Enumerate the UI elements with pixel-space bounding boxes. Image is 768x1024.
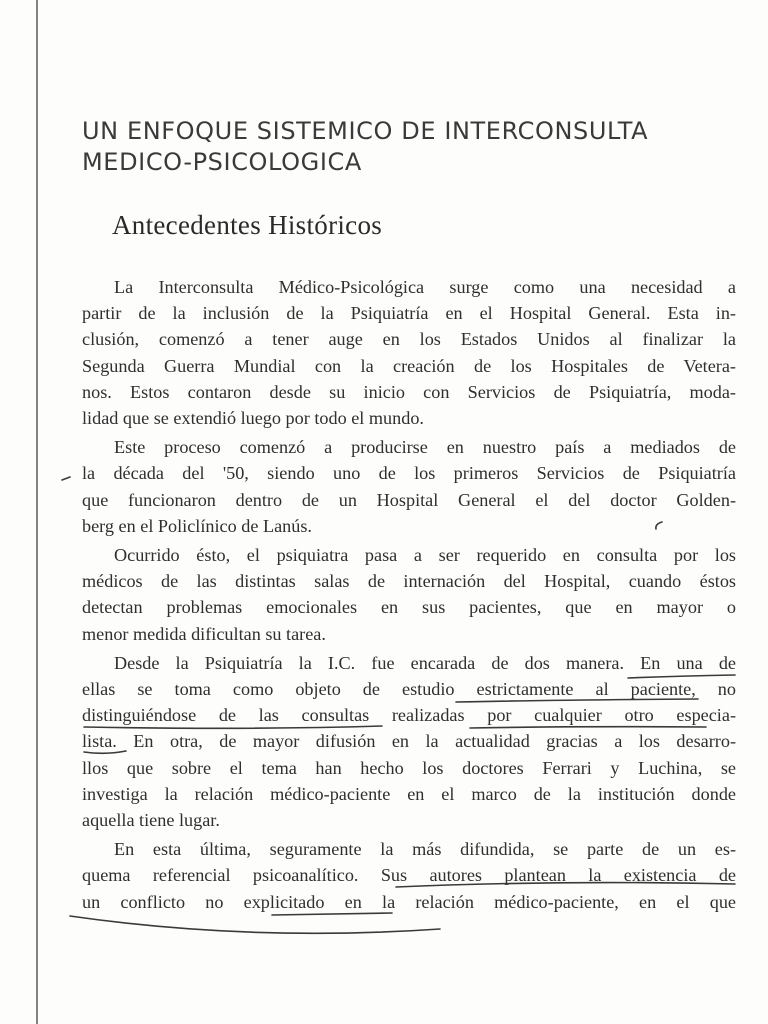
text-line: partir de la inclusión de la Psiquiatría en el Hospital General. Esta in-: [82, 303, 736, 324]
text-line: Desde la Psiquiatría la I.C. fue encarada de dos manera. En una de: [114, 652, 736, 673]
text-line: nos. Estos contaron desde su inicio con Servicios de Psiquiatría, moda-: [82, 381, 736, 402]
document-title: [82, 116, 742, 178]
text-line: berg en el Policlínico de Lanús.: [82, 515, 312, 536]
body-text: [82, 274, 736, 918]
paragraph: [82, 836, 736, 915]
text-line: quema referencial psicoanalítico. Sus autores plantean la existencia de: [82, 865, 736, 886]
paragraph: [82, 434, 736, 539]
section-heading: Antecedentes Históricos: [112, 210, 383, 240]
text-line: llos que sobre el tema han hecho los doctores Ferrari y Luchina, se: [82, 757, 736, 778]
title-line: UN ENFOQUE SISTEMICO DE INTERCONSULTA: [82, 117, 649, 145]
paragraph: [82, 542, 736, 647]
text-line: Este proceso comenzó a producirse en nuestro país a mediados de: [114, 437, 736, 458]
text-line: Ocurrido ésto, el psiquiatra pasa a ser requerido en consulta por los: [114, 545, 736, 566]
page-margin-line: [36, 0, 38, 1024]
paragraph: [82, 650, 736, 833]
text-line: La Interconsulta Médico-Psicológica surge como una necesidad a: [114, 277, 736, 297]
underline-mark: [70, 916, 440, 933]
text-line: investiga la relación médico-paciente en el marco de la institución donde: [82, 783, 736, 804]
text-line: lista. En otra, de mayor difusión en la actualidad gracias a los desarro-: [82, 731, 736, 752]
text-line: distinguiéndose de las consultas realizadas por cualquier otro especia-: [82, 705, 736, 726]
paragraph: [82, 274, 736, 431]
text-line: aquella tiene lugar.: [82, 810, 220, 831]
text-line: menor medida dificultan su tarea.: [82, 623, 326, 644]
title-line: MEDICO-PSICOLOGICA: [82, 148, 362, 176]
text-line: un conflicto no explicitado en la relación médico-paciente, en el que: [82, 891, 736, 912]
text-line: En esta última, seguramente la más difundida, se parte de un es-: [114, 839, 736, 860]
text-line: detectan problemas emocionales en sus pacientes, que en mayor o: [82, 597, 736, 618]
text-line: clusión, comenzó a tener auge en los Estados Unidos al finalizar la: [82, 329, 736, 350]
text-line: lidad que se extendió luego por todo el mundo.: [82, 408, 424, 429]
text-line: médicos de las distintas salas de internación del Hospital, cuando éstos: [82, 571, 736, 592]
text-line: la década del '50, siendo uno de los primeros Servicios de Psiquiatría: [82, 463, 736, 484]
text-line: que funcionaron dentro de un Hospital General el del doctor Golden-: [82, 489, 736, 510]
pen-tick: [62, 477, 70, 480]
text-line: ellas se toma como objeto de estudio estrictamente al paciente, no: [82, 679, 736, 700]
text-line: Segunda Guerra Mundial con la creación de los Hospitales de Vetera-: [82, 355, 736, 376]
